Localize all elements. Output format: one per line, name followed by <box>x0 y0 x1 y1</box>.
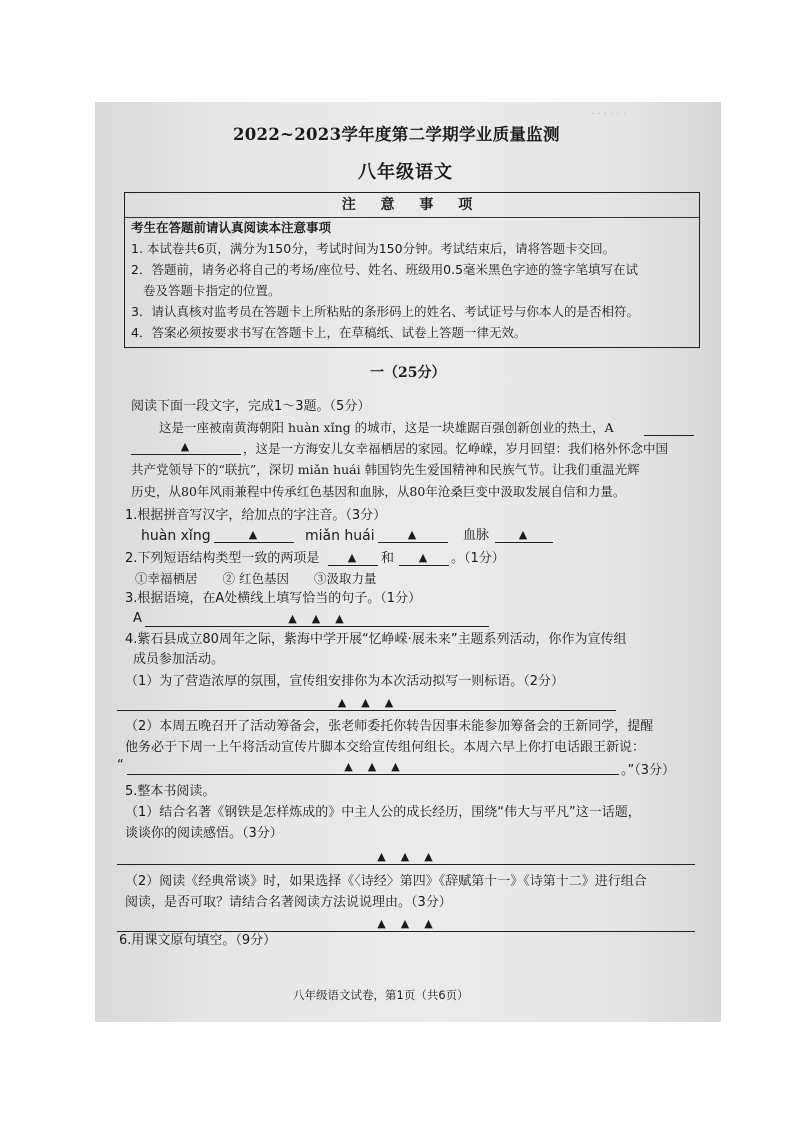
question-1-stem: 1.根据拼音写汉字，给加点的字注音。（3分） <box>125 508 387 523</box>
question-5-sub-2a: （2）阅读《经典常谈》时，如果选择《〈诗经〉第四》《辞赋第十一》《诗第十二》进行组合 <box>125 874 647 889</box>
question-3-stem: 3.根据语境，在A处横线上填写恰当的句子。（1分） <box>125 591 422 606</box>
answer-placeholder-icon: ▲ ▲ ▲ <box>377 850 435 863</box>
answer-placeholder-icon: ▲ <box>518 528 530 541</box>
passage-line-3: 共产党领导下的“联抗”，深切 miǎn huái 韩国钧先生爱国精神和民族气节。让我们重温光辉 <box>131 462 640 477</box>
answer-placeholder-icon: ▲ ▲ ▲ <box>288 612 346 625</box>
question-4-sub-1: （1）为了营造浓厚的氛围，宣传组安排你为本次活动拟写一则标语。（2分） <box>125 674 565 689</box>
notice-item: 1. 本试卷共6页，满分为150分，考试时间为150分钟。考试结束后，请将答题卡交回。 <box>131 241 616 256</box>
bleed-through-text: · · · · · · <box>591 109 626 120</box>
word-xuemai: 血脉 <box>463 528 490 543</box>
question-4-open-quote: “ <box>117 758 124 773</box>
question-5-stem: 5.整本书阅读。 <box>125 784 216 799</box>
question-5-sub-1a: （1）结合名著《钢铁是怎样炼成的》中主人公的成长经历，围绕“伟大与平凡”这一话题， <box>125 805 641 820</box>
answer-placeholder-icon: ▲ <box>248 528 260 541</box>
pinyin-mianhuai: miǎn huái <box>305 528 375 544</box>
question-2-stem: 2.下列短语结构类型一致的两项是 <box>125 551 320 566</box>
answer-blank-q2a[interactable] <box>328 551 378 566</box>
exam-title: 2022~2023学年度第二学期学业质量监测 <box>233 125 560 144</box>
question-4-close: 。”（3分） <box>621 763 676 778</box>
passage-line-1: 这是一座被南黄海朝阳 huàn xǐng 的城市，这是一块雄踞百强创新创业的热土，A <box>159 420 614 435</box>
notice-item: 4．答案必须按要求书写在答题卡上，在草稿纸、试卷上答题一律无效。 <box>131 325 527 340</box>
notice-title: 注 意 事 项 <box>341 197 483 213</box>
exam-paper <box>95 102 721 1022</box>
notice-heading: 考生在答题前请认真阅读本注意事项 <box>131 220 332 235</box>
notice-items <box>131 217 695 343</box>
question-4-sub-2b: 他务必于下周一上午将活动宣传片脚本交给宣传组何组长。本周六早上你打电话跟王新说： <box>125 740 646 755</box>
pinyin-huanxing: huàn xǐng <box>141 528 211 544</box>
question-3-label: A <box>133 611 142 626</box>
notice-title-row <box>125 193 699 218</box>
reading-intro: 阅读下面一段文字，完成1～3题。（5分） <box>131 399 371 414</box>
answer-placeholder-icon: ▲ <box>347 551 359 564</box>
question-5-sub-1b: 谈谈你的阅读感悟。（3分） <box>125 826 283 841</box>
answer-placeholder-icon: ▲ ▲ ▲ <box>344 760 402 773</box>
answer-placeholder-icon: ▲ <box>418 551 430 564</box>
answer-blank-q2b[interactable] <box>399 551 449 566</box>
answer-line-q3[interactable] <box>145 612 489 627</box>
notice-box <box>124 192 700 348</box>
answer-placeholder-icon: ▲ <box>180 440 192 453</box>
answer-blank-2[interactable] <box>378 528 448 543</box>
page-footer: 八年级语文试卷，第1页（共6页） <box>293 988 469 1002</box>
question-4-stem-1: 4.紫石县成立80周年之际，紫海中学开展“忆峥嵘·展未来”主题系列活动，你作为宣传组 <box>125 632 627 647</box>
passage-line-4: 历史，从80年风雨兼程中传承红色基因和血脉，从80年沧桑巨变中汲取发展自信和力量。 <box>131 484 626 499</box>
blank-a-start <box>131 440 241 455</box>
question-5-sub-2b: 阅读，是否可取？请结合名著阅读方法说说理由。（3分） <box>125 895 452 910</box>
notice-item: 3．请认真核对监考员在答题卡上所粘贴的条形码上的姓名、考试证号与你本人的是否相符。 <box>131 304 639 319</box>
section-heading: 一（25分） <box>370 365 446 381</box>
answer-line-q4-1[interactable] <box>117 696 616 711</box>
blank-a-end <box>644 421 694 436</box>
answer-line-q5-1[interactable] <box>117 850 695 865</box>
question-4-stem-2: 成员参加活动。 <box>133 652 225 667</box>
answer-blank-3[interactable] <box>495 528 553 543</box>
passage-line-2: ，这是一方海安儿女幸福栖居的家园。忆峥嵘，岁月回望：我们格外怀念中国 <box>243 441 669 456</box>
answer-line-q4-2[interactable] <box>127 760 619 775</box>
notice-item: 2．答题前，请务必将自己的考场/座位号、姓名、班级用0.5毫米黑色字迹的签字笔填写在试 <box>131 262 639 277</box>
answer-placeholder-icon: ▲ <box>407 528 419 541</box>
answer-placeholder-icon: ▲ ▲ ▲ <box>377 917 435 930</box>
notice-item: 卷及答题卡指定的位置。 <box>143 283 281 298</box>
question-2-and: 和 <box>381 551 395 566</box>
answer-line-q5-2[interactable] <box>117 917 695 932</box>
answer-placeholder-icon: ▲ ▲ ▲ <box>337 696 396 709</box>
question-6-stem: 6.用课文原句填空。（9分） <box>119 933 277 948</box>
answer-blank-1[interactable] <box>214 528 294 543</box>
exam-subtitle: 八年级语文 <box>358 162 453 183</box>
question-2-options: ①幸福栖居 ② 红色基因 ③汲取力量 <box>135 571 377 586</box>
question-4-sub-2a: （2）本周五晚召开了活动筹备会，张老师委托你转告因事未能参加筹备会的王新同学，提醒 <box>125 719 654 734</box>
question-2-tail: 。（1分） <box>451 551 505 566</box>
